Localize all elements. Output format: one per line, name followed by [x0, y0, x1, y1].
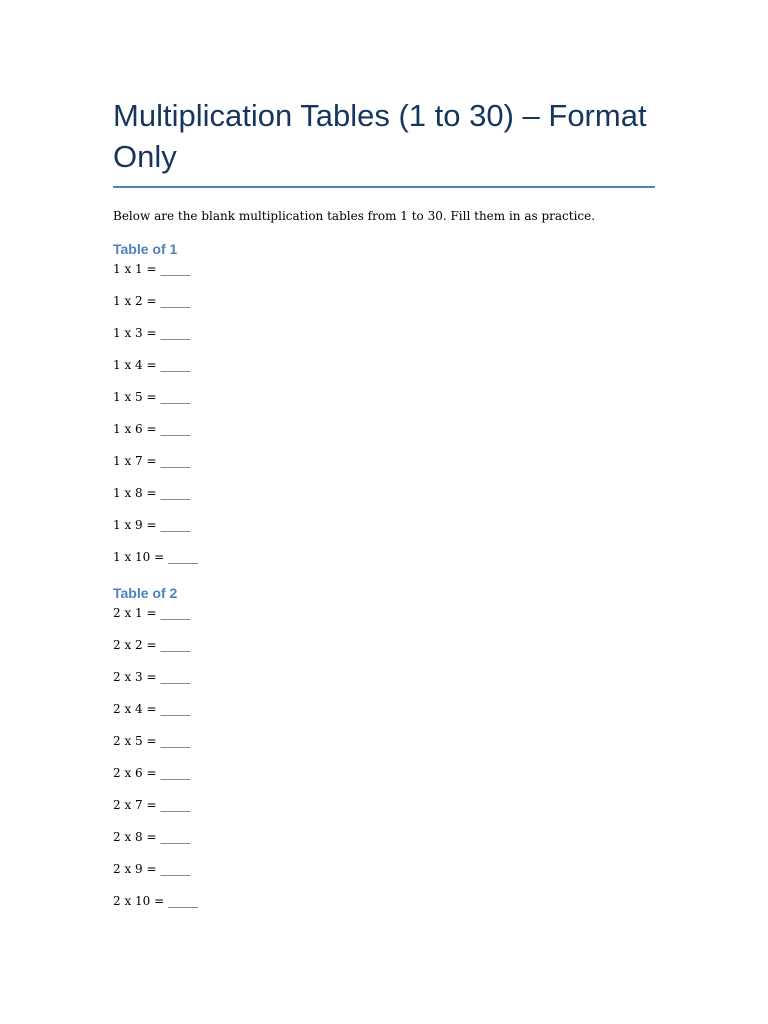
table-row: 2 x 6 = _____ [113, 766, 191, 780]
intro-paragraph: Below are the blank multiplication tables from 1 to 30. Fill them in as practice. [113, 209, 596, 223]
document-title: Multiplication Tables (1 to 30) – Format Only [113, 95, 655, 188]
table-row: 1 x 7 = _____ [113, 454, 191, 468]
table-row: 2 x 4 = _____ [113, 702, 191, 716]
table-section-2 [113, 584, 655, 912]
table-row: 1 x 3 = _____ [113, 326, 191, 340]
table-row: 2 x 3 = _____ [113, 670, 191, 684]
table-row: 2 x 1 = _____ [113, 606, 191, 620]
table-row: 1 x 2 = _____ [113, 294, 191, 308]
table-row: 2 x 5 = _____ [113, 734, 191, 748]
table-section-1 [113, 240, 655, 568]
table-row: 2 x 9 = _____ [113, 862, 191, 876]
table-row: 1 x 5 = _____ [113, 390, 191, 404]
table-row: 1 x 9 = _____ [113, 518, 191, 532]
document-page [113, 95, 655, 912]
table-row: 1 x 4 = _____ [113, 358, 191, 372]
section-heading: Table of 2 [113, 585, 178, 601]
table-rows [113, 258, 655, 568]
table-row: 1 x 6 = _____ [113, 422, 191, 436]
table-row: 2 x 8 = _____ [113, 830, 191, 844]
table-row: 2 x 2 = _____ [113, 638, 191, 652]
section-heading: Table of 1 [113, 241, 178, 257]
table-row: 1 x 8 = _____ [113, 486, 191, 500]
table-row: 2 x 7 = _____ [113, 798, 191, 812]
table-row: 2 x 10 = _____ [113, 894, 198, 908]
table-rows [113, 602, 655, 912]
table-row: 1 x 1 = _____ [113, 262, 191, 276]
table-row: 1 x 10 = _____ [113, 550, 198, 564]
